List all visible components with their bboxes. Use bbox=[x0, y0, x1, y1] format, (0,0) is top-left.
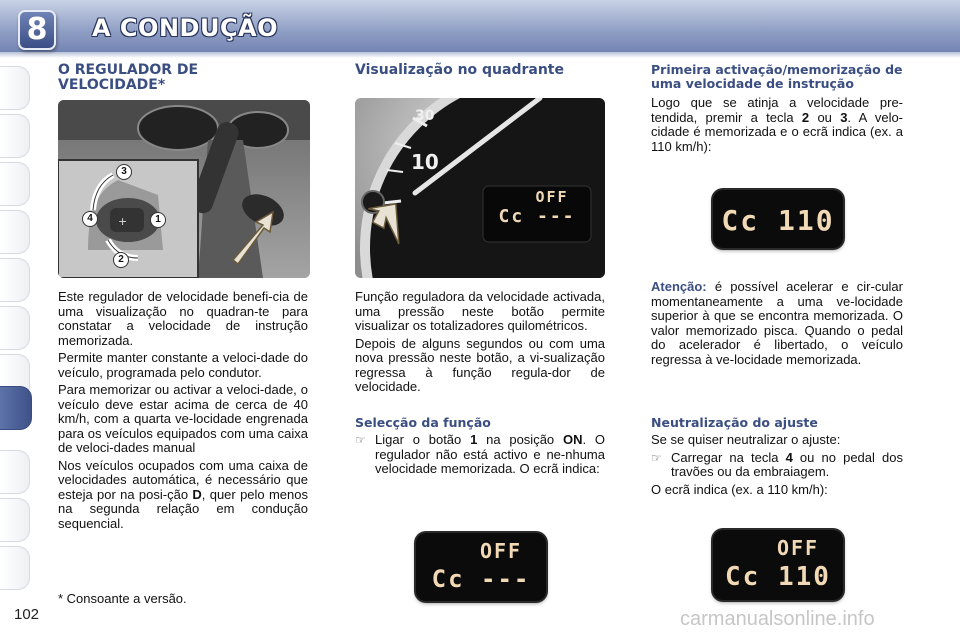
side-tab-11[interactable] bbox=[0, 546, 30, 590]
paragraph: Depois de alguns segundos ou com uma nova pressão neste botão, a vi-sualização regressa à função regula-dor de velocidade. bbox=[355, 335, 605, 394]
side-tab-1[interactable] bbox=[0, 66, 30, 110]
side-tab-9[interactable] bbox=[0, 450, 30, 494]
page-number: 102 bbox=[14, 606, 40, 623]
callout-4: 4 bbox=[82, 211, 98, 227]
right-column bbox=[651, 63, 903, 157]
footnote: * Consoante a versão. bbox=[58, 591, 187, 606]
bold-run: 2 bbox=[801, 109, 810, 125]
bullet-text bbox=[375, 433, 605, 477]
cluster-lcd-top: OFF bbox=[535, 188, 569, 206]
text-run: . O regulador não está activo e ne-nhuma velocidade memorizada. O ecrã indica: bbox=[375, 432, 605, 476]
lcd-bottom-text: Cc 110 bbox=[725, 562, 831, 592]
bold-run: 1 bbox=[470, 432, 478, 447]
text-run: ou bbox=[809, 109, 841, 125]
bold-run: ON bbox=[562, 432, 583, 447]
attention-block bbox=[651, 280, 903, 370]
paragraph: Permite manter constante a veloci-dade do veículo, programada pelo condutor. bbox=[58, 350, 308, 380]
side-tab-5[interactable] bbox=[0, 258, 30, 302]
left-column bbox=[58, 63, 308, 93]
callout-2: 2 bbox=[113, 252, 129, 268]
speed-label-30: 30 bbox=[415, 108, 435, 124]
chapter-side-tabs bbox=[0, 56, 34, 576]
left-body-text bbox=[58, 290, 308, 534]
side-tab-2[interactable] bbox=[0, 114, 30, 158]
text-run: Carregar na tecla bbox=[671, 449, 786, 465]
bold-run: 3 bbox=[840, 109, 848, 125]
bold-run: D bbox=[192, 486, 202, 502]
paragraph: Para memorizar ou activar a veloci-dade, o veículo deve estar acima de cerca de 40 km/h, com a quarta ve-locidade engrenada para os veículos equipados com uma caixa de veloci-dades manual bbox=[58, 382, 308, 455]
instrument-cluster-photo bbox=[355, 98, 605, 278]
lcd-bottom-text: Cc 110 bbox=[721, 204, 835, 237]
svg-text:+: + bbox=[118, 215, 128, 228]
lcd-off-110-display bbox=[713, 530, 843, 600]
paragraph-automatic-gearbox bbox=[58, 459, 308, 532]
paragraph: Este regulador de velocidade benefi-cia de uma visualização no quadran-te para constatar a velocidade de instrução memorizada. bbox=[58, 289, 308, 348]
pointing-hand-icon: ☞ bbox=[355, 433, 366, 447]
paragraph: O ecrã indica (ex. a 110 km/h): bbox=[651, 481, 828, 497]
text-run: na posição bbox=[477, 432, 563, 447]
section-title-primeira-activacao: Primeira activação/memorização de uma velocidade de instrução bbox=[651, 62, 903, 91]
section-title-neutralizacao: Neutralização do ajuste bbox=[651, 415, 818, 430]
callout-3: 3 bbox=[116, 164, 132, 180]
section-title-seleccao: Selecção da função bbox=[355, 415, 491, 430]
text-run: Logo que se atinja a velocidade pre-tendida, premir a tecla bbox=[651, 95, 903, 125]
cluster-lcd bbox=[485, 188, 589, 227]
attention-label: Atenção: bbox=[651, 279, 707, 294]
section-title-visualizacao: Visualização no quadrante bbox=[355, 62, 564, 78]
bullet-text bbox=[671, 451, 903, 480]
text-run: Nos veículos ocupados com uma caixa de velocidades automática, é necessário que esteja por na posi-ção bbox=[58, 457, 308, 502]
lcd-off-display bbox=[416, 533, 546, 601]
lcd-top-text: OFF bbox=[776, 536, 820, 560]
text-run: . A velo-cidade é memorizada e o ecrã indica (ex. a 110 km/h): bbox=[651, 109, 904, 154]
paragraph: Se se quiser neutralizar o ajuste: bbox=[651, 432, 841, 447]
side-tab-6[interactable] bbox=[0, 306, 30, 350]
text-run: ou no pedal dos travões ou da embraiagem. bbox=[671, 449, 903, 479]
paragraph: Função reguladora da velocidade activada, uma pressão neste botão permite visualizar os totalizadores quilométricos. bbox=[355, 289, 605, 333]
neutralizacao-section bbox=[651, 416, 903, 500]
pointing-hand-icon: ☞ bbox=[651, 450, 662, 465]
watermark: carmanualsonline.info bbox=[680, 608, 875, 630]
chapter-number-badge[interactable]: 8 bbox=[18, 10, 56, 50]
bold-run: 4 bbox=[785, 449, 793, 465]
attention-paragraph bbox=[651, 280, 903, 367]
section-title-regulador: O REGULADOR DE VELOCIDADE* bbox=[58, 62, 199, 93]
side-tab-10[interactable] bbox=[0, 498, 30, 542]
text-run: Ligar o botão bbox=[375, 432, 471, 447]
steering-wheel-photo bbox=[58, 100, 310, 278]
middle-body-text bbox=[355, 290, 605, 398]
selection-section bbox=[355, 416, 605, 477]
chapter-title: A CONDUÇÃO bbox=[92, 14, 279, 42]
cluster-lcd-bottom: Cc --- bbox=[498, 206, 576, 227]
middle-column bbox=[355, 63, 605, 78]
lcd-top-text: OFF bbox=[479, 539, 523, 563]
cruise-control-stalk-illustration bbox=[58, 100, 310, 278]
text-run: , quer pelo menos na segunda relação em condução sequencial. bbox=[58, 486, 308, 531]
lcd-bottom-text: Cc --- bbox=[431, 565, 531, 593]
callout-1: 1 bbox=[150, 212, 166, 228]
speed-label-10: 10 bbox=[411, 150, 439, 174]
paragraph-activacao bbox=[651, 96, 903, 154]
lcd-110-display bbox=[713, 190, 843, 248]
side-tab-8-active[interactable] bbox=[0, 386, 32, 430]
side-tab-4[interactable] bbox=[0, 210, 30, 254]
side-tab-3[interactable] bbox=[0, 162, 30, 206]
bullet-carregar bbox=[651, 451, 903, 480]
bullet-ligar bbox=[355, 433, 605, 477]
header-shadow bbox=[0, 52, 960, 58]
text-run: é possível acelerar e cir-cular momentaneamente a uma ve-locidade superior à que se encontra memorizada. O valor memorizado pisca. Quando o pedal do acelerador é libertado, o veículo regressa à ve-locidade memorizada. bbox=[651, 279, 903, 367]
